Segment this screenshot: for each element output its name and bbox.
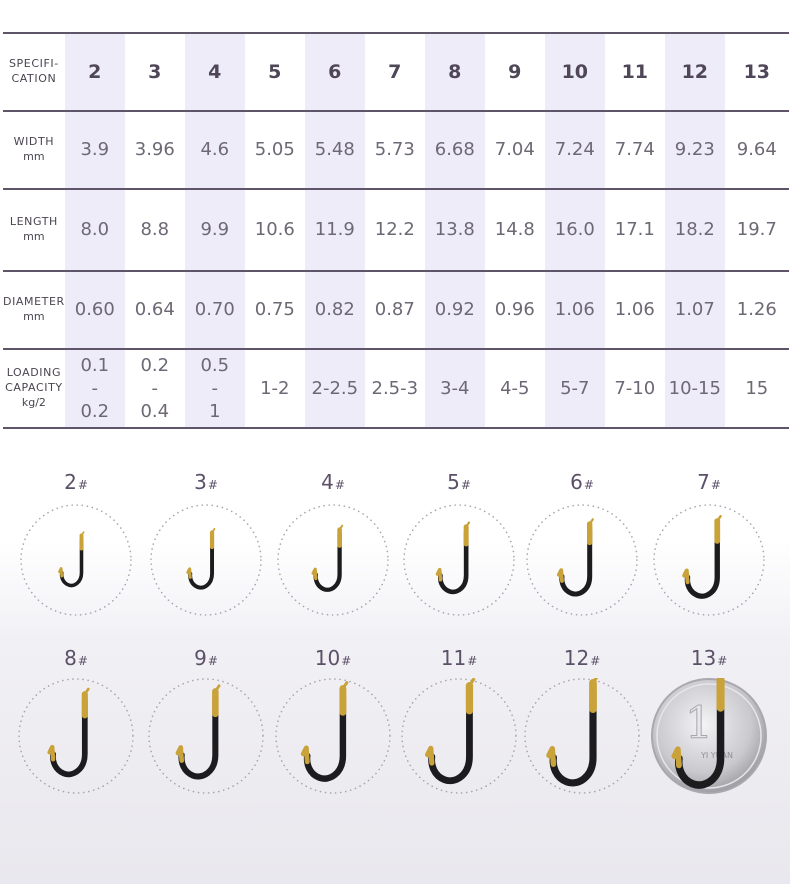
hook-size-number: 8 xyxy=(64,646,77,670)
hook-size-hash: # xyxy=(590,654,601,668)
table-cell: 4.6 xyxy=(185,111,245,189)
hook-size-hash: # xyxy=(467,654,478,668)
hook-size-hash: # xyxy=(717,654,728,668)
fish-hook-icon xyxy=(399,678,519,802)
table-row-width xyxy=(3,111,789,189)
table-cell: 17.1 xyxy=(614,219,655,240)
table-cell: 0.64 xyxy=(134,299,175,320)
size-header-cell: 10 xyxy=(545,33,605,111)
fish-hook-icon xyxy=(649,502,769,626)
hook-size-hash: # xyxy=(334,478,345,492)
hook-size-label xyxy=(273,646,393,673)
table-cell: 7-10 xyxy=(614,377,656,399)
hook-size-label xyxy=(16,646,136,673)
table-cell: 0.96 xyxy=(494,299,535,320)
loading-capacity-label-text: LOADING xyxy=(6,366,62,380)
fish-hook-icon xyxy=(522,502,642,626)
table-cell: 2-2.5 xyxy=(305,349,365,428)
table-cell: 5.73 xyxy=(374,139,415,160)
specification-label-text: SPECIFI- xyxy=(8,57,59,71)
hook-size-hash: # xyxy=(77,654,88,668)
table-cell: 14.8 xyxy=(494,219,535,240)
hook-size-hash: # xyxy=(207,654,218,668)
diameter-label xyxy=(3,271,65,349)
fish-hook-icon xyxy=(273,678,393,802)
hook-size-number: 3 xyxy=(194,470,207,494)
table-cell: 0.87 xyxy=(374,299,415,320)
width-label-unit: mm xyxy=(23,150,45,163)
hook-size-number: 9 xyxy=(194,646,207,670)
size-header-cell: 8 xyxy=(425,33,485,111)
table-cell: 4-5 xyxy=(500,377,530,399)
size-header-cell: 5 xyxy=(268,60,282,83)
coin-text: YI YUAN xyxy=(701,751,733,760)
table-cell: 1.07 xyxy=(665,271,725,349)
hook-size-label xyxy=(146,646,266,673)
hook-size-label xyxy=(649,470,769,497)
table-cell: 5.05 xyxy=(254,139,295,160)
hook-size-item xyxy=(399,646,519,806)
table-header-row xyxy=(3,33,789,111)
hook-size-item xyxy=(16,646,136,806)
length-label xyxy=(3,189,65,271)
hook-size-item xyxy=(522,470,642,630)
table-cell: 12.2 xyxy=(374,219,415,240)
table-cell: 0.92 xyxy=(425,271,485,349)
diameter-label-unit: mm xyxy=(23,310,45,323)
table-row-length xyxy=(3,189,789,271)
hook-size-label xyxy=(16,470,136,497)
coin-image xyxy=(652,679,766,793)
hook-size-number: 13 xyxy=(690,646,717,670)
table-cell: 9.9 xyxy=(185,189,245,271)
loading-capacity-label xyxy=(3,349,65,428)
hook-size-number: 11 xyxy=(440,646,467,670)
table-row-diameter xyxy=(3,271,789,349)
fish-hook-icon xyxy=(273,502,393,626)
table-cell: 13.8 xyxy=(425,189,485,271)
table-cell: 18.2 xyxy=(665,189,725,271)
table-cell: 1.26 xyxy=(736,299,777,320)
size-header-cell: 2 xyxy=(65,33,125,111)
length-label-unit: mm xyxy=(23,230,45,243)
hook-size-label xyxy=(273,470,393,497)
table-cell: 1.06 xyxy=(614,299,655,320)
table-cell: 0.5 - 1 xyxy=(185,349,245,428)
table-cell: 6.68 xyxy=(425,111,485,189)
hook-size-number: 5 xyxy=(447,470,460,494)
table-cell: 19.7 xyxy=(736,219,777,240)
table-cell: 0.70 xyxy=(185,271,245,349)
size-header-cell: 9 xyxy=(508,60,522,83)
fish-hook-icon xyxy=(16,502,136,626)
table-cell: 0.1 - 0.2 xyxy=(65,349,125,428)
hook-size-label xyxy=(522,646,642,673)
table-cell: 3.96 xyxy=(134,139,175,160)
table-row-loading-capacity xyxy=(3,349,789,428)
table-cell: 0.60 xyxy=(65,271,125,349)
hook-size-number: 7 xyxy=(697,470,710,494)
size-header-cell: 7 xyxy=(388,60,402,83)
hook-size-item xyxy=(522,646,642,806)
width-label-text: WIDTH xyxy=(13,135,55,149)
table-cell: 8.8 xyxy=(140,219,170,240)
table-cell: 0.2 - 0.4 xyxy=(140,355,170,422)
hook-size-number: 6 xyxy=(570,470,583,494)
fish-hook-icon xyxy=(399,502,519,626)
fish-hook-icon xyxy=(522,678,642,802)
size-header-cell: 6 xyxy=(305,33,365,111)
table-cell: 9.64 xyxy=(736,139,777,160)
size-header-cell: 12 xyxy=(665,33,725,111)
table-cell: 1.06 xyxy=(545,271,605,349)
fish-hook-icon xyxy=(146,678,266,802)
fish-hook-icon xyxy=(146,502,266,626)
size-header-cell: 13 xyxy=(743,60,771,83)
hook-size-item xyxy=(649,470,769,630)
hook-size-label xyxy=(649,646,769,673)
table-cell: 5-7 xyxy=(545,349,605,428)
hook-size-hash: # xyxy=(207,478,218,492)
length-label-text: LENGTH xyxy=(9,215,58,229)
table-cell: 7.24 xyxy=(545,111,605,189)
hook-size-item xyxy=(146,470,266,630)
table-cell: 15 xyxy=(745,377,769,399)
loading-capacity-label-unit: kg/2 xyxy=(21,395,46,409)
hook-size-number: 4 xyxy=(321,470,334,494)
table-cell: 7.74 xyxy=(614,139,655,160)
hook-size-item xyxy=(16,470,136,630)
coin-glyph: 1 xyxy=(685,698,713,749)
table-cell: 11.9 xyxy=(305,189,365,271)
fish-hook-icon xyxy=(16,678,136,802)
hook-size-item xyxy=(146,646,266,806)
size-header-cell: 11 xyxy=(621,60,649,83)
table-cell: 5.48 xyxy=(305,111,365,189)
hook-size-hash: # xyxy=(710,478,721,492)
hook-size-hash: # xyxy=(341,654,352,668)
table-cell: 0.82 xyxy=(305,271,365,349)
size-header-cell: 3 xyxy=(148,60,162,83)
table-cell: 0.75 xyxy=(254,299,295,320)
table-cell: 1-2 xyxy=(260,377,290,399)
hook-size-label xyxy=(146,470,266,497)
hook-size-hash: # xyxy=(77,478,88,492)
hook-size-hash: # xyxy=(583,478,594,492)
hook-size-item xyxy=(649,646,769,806)
table-cell: 10.6 xyxy=(254,219,295,240)
hook-size-number: 2 xyxy=(64,470,77,494)
hook-size-number: 10 xyxy=(314,646,341,670)
size-header-cell: 4 xyxy=(185,33,245,111)
hook-size-label xyxy=(522,470,642,497)
table-cell: 16.0 xyxy=(545,189,605,271)
hook-size-label xyxy=(399,470,519,497)
specification-label xyxy=(3,33,65,111)
table-cell: 8.0 xyxy=(65,189,125,271)
width-label xyxy=(3,111,65,189)
diameter-label-text: DIAMETER xyxy=(3,295,65,309)
fish-hook-icon xyxy=(649,678,769,802)
spec-table xyxy=(3,32,789,429)
table-cell: 3-4 xyxy=(425,349,485,428)
table-cell: 10-15 xyxy=(665,349,725,428)
hook-size-label xyxy=(399,646,519,673)
table-cell: 2.5-3 xyxy=(371,377,419,399)
hook-size-item xyxy=(273,646,393,806)
hook-size-item xyxy=(273,470,393,630)
table-cell: 3.9 xyxy=(65,111,125,189)
table-cell: 9.23 xyxy=(665,111,725,189)
table-cell: 7.04 xyxy=(494,139,535,160)
specification-label-text: CATION xyxy=(11,72,57,85)
hook-size-number: 12 xyxy=(563,646,590,670)
loading-capacity-label-text: CAPACITY xyxy=(5,381,63,395)
hook-size-item xyxy=(399,470,519,630)
hook-size-hash: # xyxy=(460,478,471,492)
